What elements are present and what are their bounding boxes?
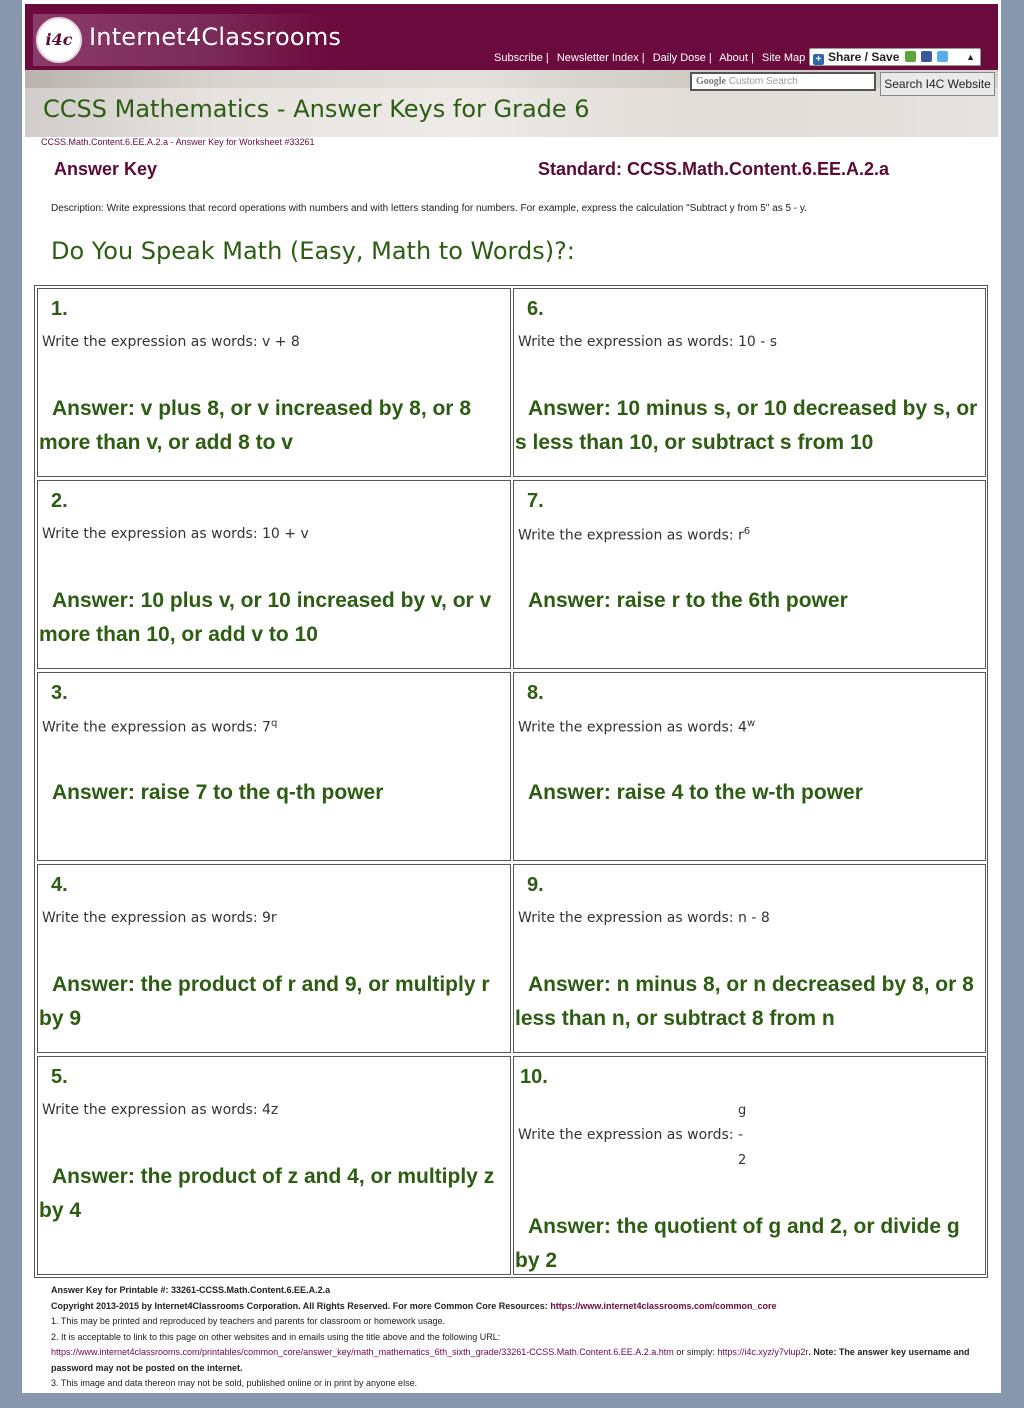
note-warning-text: Note: The answer key username and password may not be posted on the internet. bbox=[51, 1347, 970, 1373]
question-cell-6 bbox=[513, 288, 986, 477]
question-cell-2 bbox=[37, 480, 511, 669]
question-expression: v + 8 bbox=[262, 334, 300, 350]
share-save-label: Share / Save bbox=[828, 50, 900, 64]
fraction-numerator: g bbox=[738, 1103, 747, 1118]
footer-note-1: 1. This may be printed and reproduced by teachers and parents for classroom or homework usage. bbox=[51, 1316, 446, 1326]
question-grid bbox=[34, 285, 988, 1278]
question-number: 5. bbox=[51, 1066, 68, 1088]
question-cell-3 bbox=[37, 672, 511, 861]
logo-text: Internet4Classrooms bbox=[89, 23, 342, 51]
answer-text: Answer: the quotient of g and 2, or divide g by 2 bbox=[515, 1215, 960, 1272]
answer-text: Answer: raise 4 to the w-th power bbox=[528, 781, 863, 804]
search-placeholder: Custom Search bbox=[728, 76, 798, 87]
standard-heading: Standard: CCSS.Math.Content.6.EE.A.2.a bbox=[538, 159, 890, 179]
question-text bbox=[518, 334, 777, 350]
question-prompt: Write the expression as words: bbox=[42, 719, 258, 736]
answer-key-heading: Answer Key bbox=[54, 159, 158, 179]
search-button[interactable]: Search I4C Website bbox=[880, 72, 995, 96]
question-cell-10 bbox=[513, 1056, 986, 1275]
question-expression: 9r bbox=[262, 910, 277, 926]
question-number: 1. bbox=[51, 298, 68, 320]
question-cell-5 bbox=[37, 1056, 511, 1275]
nav-about[interactable]: About bbox=[719, 52, 748, 64]
expression-base: 7 bbox=[262, 719, 271, 736]
header-band bbox=[25, 4, 998, 70]
footer-url-line bbox=[51, 1345, 991, 1376]
question-prompt: Write the expression as words: bbox=[518, 719, 734, 736]
common-core-link[interactable]: https://www.internet4classrooms.com/common_core bbox=[550, 1300, 777, 1311]
site-logo[interactable] bbox=[33, 14, 342, 66]
answer-text: Answer: raise r to the 6th power bbox=[528, 589, 848, 612]
question-cell-9 bbox=[513, 864, 986, 1053]
question-prompt: Write the expression as words: bbox=[518, 910, 734, 926]
question-number: 7. bbox=[527, 490, 544, 512]
or-simply-text: or simply: bbox=[676, 1347, 715, 1357]
question-prompt: Write the expression as words: bbox=[42, 1102, 258, 1118]
footer-copyright-line bbox=[51, 1299, 991, 1315]
question-expression: n - 8 bbox=[738, 910, 770, 926]
footer-printable: Answer Key for Printable #: 33261-CCSS.Math.Content.6.EE.A.2.a bbox=[51, 1285, 331, 1295]
question-number: 3. bbox=[51, 682, 68, 704]
question-text bbox=[42, 910, 277, 926]
share-plus-icon: + bbox=[813, 54, 824, 65]
answer-text: Answer: v plus 8, or v increased by 8, or 8 more than v, or add 8 to v bbox=[39, 397, 471, 454]
search-input[interactable] bbox=[690, 72, 876, 91]
answer-text: Answer: 10 plus v, or 10 increased by v, or v more than 10, or add v to 10 bbox=[39, 589, 492, 646]
question-number: 2. bbox=[51, 490, 68, 512]
expression-base: r bbox=[738, 527, 744, 544]
nav-site-map[interactable]: Site Map bbox=[761, 52, 806, 64]
top-nav: Subscribe | Newsletter Index | Daily Dose | About | Site Map bbox=[494, 52, 806, 64]
worksheet-title: Do You Speak Math (Easy, Math to Words)?: bbox=[51, 237, 575, 265]
question-expression: 10 + v bbox=[262, 526, 309, 542]
question-text bbox=[518, 1127, 743, 1143]
question-cell-7 bbox=[513, 480, 986, 669]
question-prompt: Write the expression as words: bbox=[518, 334, 734, 350]
short-url-link[interactable]: https://i4c.xyz/y7vlup2r bbox=[717, 1347, 809, 1357]
footer bbox=[51, 1283, 991, 1392]
footer-note-warning: . Note: The answer key username and password may not be posted on the internet. bbox=[51, 1347, 970, 1373]
question-number: 4. bbox=[51, 874, 68, 896]
page bbox=[22, 0, 1001, 1393]
question-prompt: Write the expression as words: bbox=[518, 527, 734, 544]
fraction-denominator: 2 bbox=[738, 1153, 747, 1168]
question-text bbox=[42, 334, 300, 350]
question-expression: 10 - s bbox=[738, 334, 778, 350]
question-cell-8 bbox=[513, 672, 986, 861]
question-prompt: Write the expression as words: bbox=[42, 910, 258, 926]
answer-text: Answer: n minus 8, or n decreased by 8, or 8 less than n, or subtract 8 from n bbox=[515, 973, 974, 1030]
answer-text: Answer: the product of z and 4, or multiply z by 4 bbox=[39, 1165, 495, 1222]
question-prompt: Write the expression as words: bbox=[42, 334, 258, 350]
question-cell-1 bbox=[37, 288, 511, 477]
question-cell-4 bbox=[37, 864, 511, 1053]
question-prompt: Write the expression as words: bbox=[518, 1127, 734, 1143]
facebook-icon bbox=[921, 51, 932, 62]
twitter-icon bbox=[937, 51, 948, 62]
expression-exponent: q bbox=[270, 718, 278, 729]
question-text bbox=[518, 718, 755, 736]
page-title: CCSS Mathematics - Answer Keys for Grade 6 bbox=[43, 95, 590, 123]
long-url-link[interactable]: https://www.internet4classrooms.com/printables/common_core/answer_key/math_mathematics_6th_sixth_grade/33261-CCSS.Math.Content.6.EE.A.2.a.htm bbox=[51, 1347, 674, 1357]
question-number: 10. bbox=[520, 1066, 548, 1088]
nav-subscribe[interactable]: Subscribe bbox=[494, 52, 543, 64]
answer-text: Answer: the product of r and 9, or multiply r by 9 bbox=[39, 973, 490, 1030]
google-icon bbox=[905, 51, 916, 62]
expression-exponent: w bbox=[746, 718, 756, 729]
nav-daily-dose[interactable]: Daily Dose bbox=[652, 52, 706, 64]
expression-exponent: 6 bbox=[743, 526, 751, 537]
question-text bbox=[42, 718, 277, 736]
breadcrumb: CCSS.Math.Content.6.EE.A.2.a - Answer Key for Worksheet #33261 bbox=[41, 137, 315, 147]
answer-text: Answer: 10 minus s, or 10 decreased by s, or s less than 10, or subtract s from 10 bbox=[515, 397, 978, 454]
question-number: 8. bbox=[527, 682, 544, 704]
description: Description: Write expressions that record operations with numbers and with letters standing for numbers. For example, express the calculation "Subtract y from 5" as 5 - y. bbox=[51, 203, 807, 214]
question-prompt: Write the expression as words: bbox=[42, 526, 258, 542]
question-text bbox=[518, 910, 770, 926]
question-number: 6. bbox=[527, 298, 544, 320]
footer-note-2: 2. It is acceptable to link to this page on other websites and in emails using the title above and the following URL: bbox=[51, 1331, 501, 1342]
nav-newsletter-index[interactable]: Newsletter Index bbox=[556, 52, 639, 64]
question-expression: 4z bbox=[262, 1102, 279, 1118]
footer-note-3: 3. This image and data thereon may not be sold, published online or in print by anyone else. bbox=[51, 1378, 418, 1388]
question-text bbox=[518, 526, 750, 544]
question-number: 9. bbox=[527, 874, 544, 896]
question-text bbox=[42, 526, 309, 542]
question-text bbox=[42, 1102, 278, 1118]
expression-base: 4 bbox=[738, 719, 747, 736]
google-brand-label: Google bbox=[696, 76, 726, 87]
share-save-button[interactable] bbox=[809, 48, 981, 66]
logo-mark: i4c bbox=[36, 17, 82, 63]
footer-copyright: Copyright 2013-2015 by Internet4Classrooms Corporation. All Rights Reserved. For more Common Core Resources: bbox=[51, 1300, 548, 1311]
answer-text: Answer: raise 7 to the q-th power bbox=[52, 781, 384, 804]
share-dropdown-icon: ▲ bbox=[966, 52, 975, 62]
fraction-bar: - bbox=[738, 1127, 744, 1143]
